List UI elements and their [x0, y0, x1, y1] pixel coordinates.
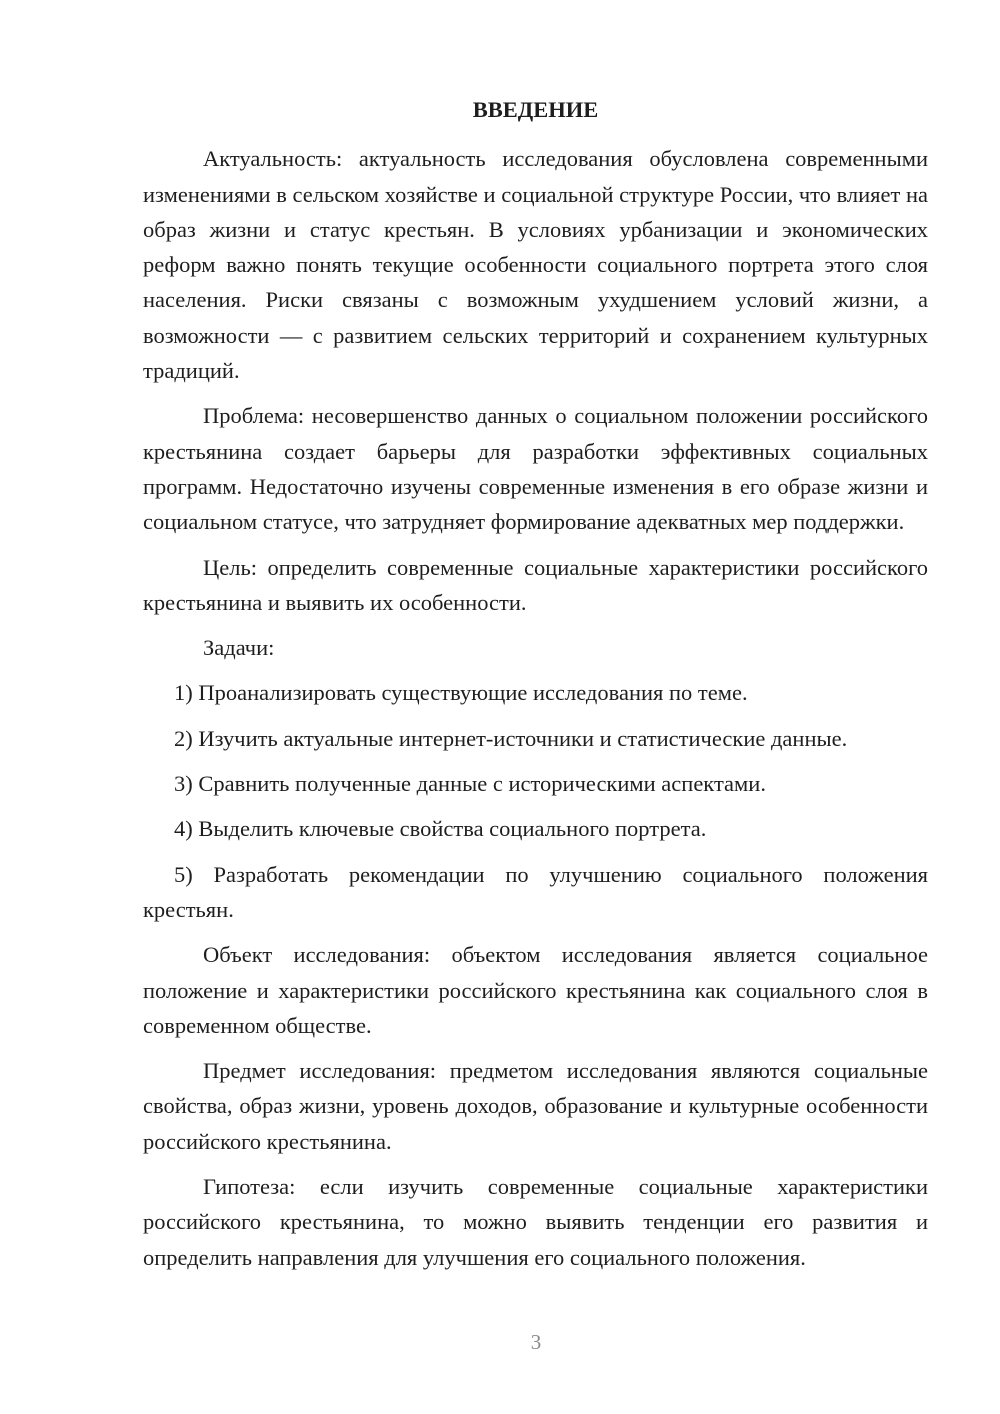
paragraph-relevance: Актуальность: актуальность исследования обусловлена современными изменениями в сельском хозяйстве и социальной структуре России, что влияет на образ жизни и статус крестьян. В условиях урбанизации и экономических реформ важно понять текущие особенности социального портрета этого слоя населения. Риски связаны с возможным ухудшением условий жизни, а возможности — с развитием сельских территорий и сохранением культурных традиций.: [143, 146, 928, 384]
task-item: 4) Выделить ключевые свойства социального портрета.: [174, 816, 707, 842]
document-body: [143, 92, 928, 1285]
tasks-heading: Задачи:: [203, 635, 275, 661]
task-item: 2) Изучить актуальные интернет-источники и статистические данные.: [174, 725, 848, 751]
paragraph-subject: Предмет исследования: предметом исследования являются социальные свойства, образ жизни, уровень доходов, образование и культурные особенности российского крестьянина.: [143, 1058, 928, 1154]
task-item: 1) Проанализировать существующие исследования по теме.: [174, 680, 748, 706]
paragraph-goal: Цель: определить современные социальные характеристики российского крестьянина и выявить их особенности.: [143, 554, 928, 615]
page-number: 3: [530, 1330, 542, 1354]
task-item: 3) Сравнить полученные данные с историческими аспектами.: [174, 771, 766, 797]
paragraph-hypothesis: Гипотеза: если изучить современные социальные характеристики российского крестьянина, то можно выявить тенденции его развития и определить направления для улучшения его социального положения.: [143, 1174, 928, 1270]
section-title: ВВЕДЕНИЕ: [472, 97, 599, 122]
paragraph-object: Объект исследования: объектом исследования является социальное положение и характеристики российского крестьянина как социального слоя в современном обществе.: [143, 942, 928, 1038]
paragraph-problem: Проблема: несовершенство данных о социальном положении российского крестьянина создает барьеры для разработки эффективных социальных программ. Недостаточно изучены современные изменения в его образе жизни и социальном статусе, что затрудняет формирование адекватных мер поддержки.: [143, 403, 928, 535]
task-item: 5) Разработать рекомендации по улучшению социального положения крестьян.: [143, 861, 928, 922]
